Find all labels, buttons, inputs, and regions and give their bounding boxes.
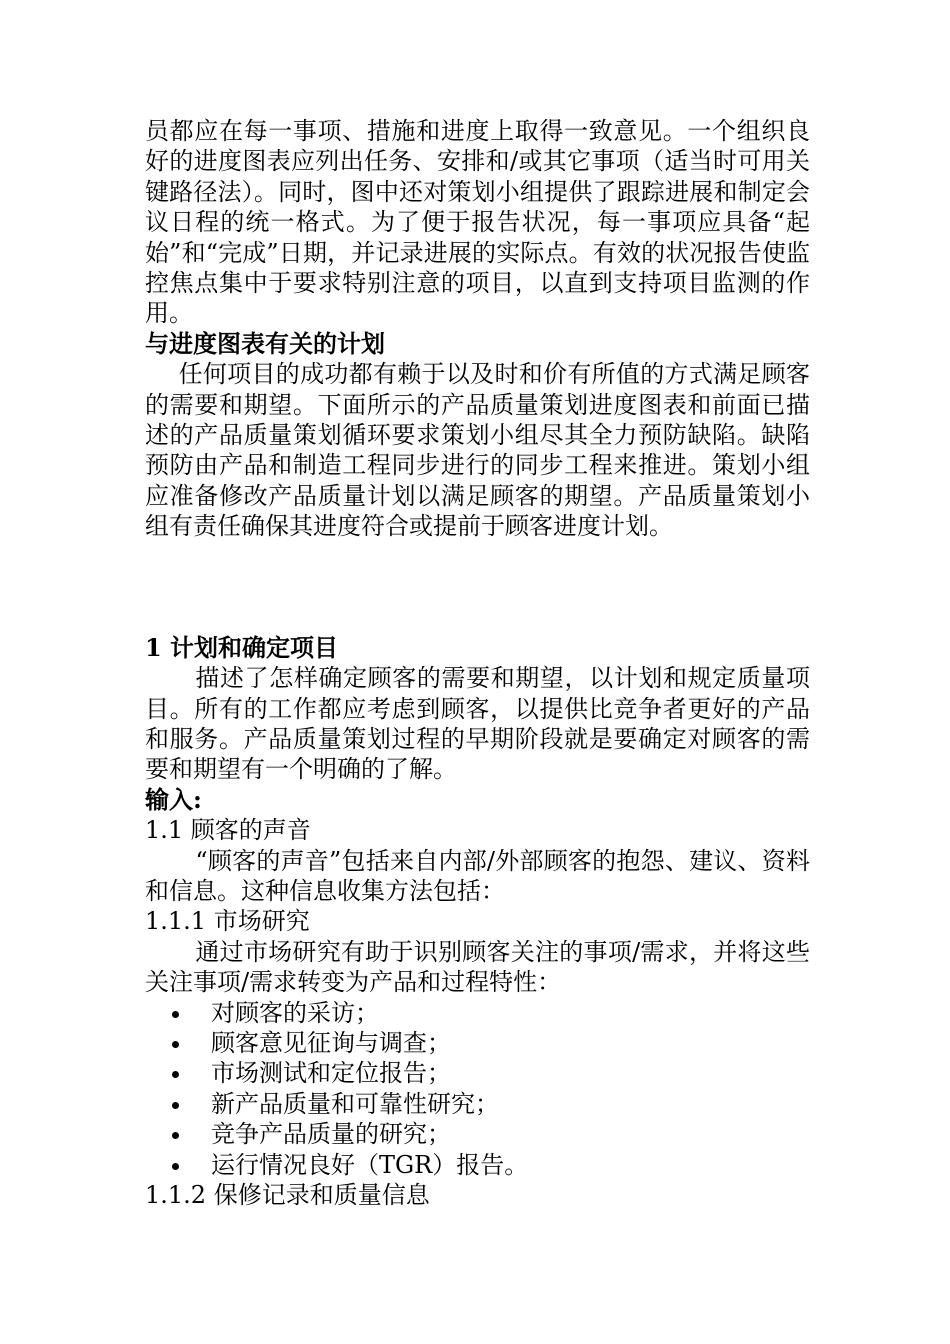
intro-paragraph: 员都应在每一事项、措施和进度上取得一致意见。一个组织良好的进度图表应列出任务、安排和/或其它事项（适当时可用关键路径法）。同时，图中还对策划小组提供了跟踪进展和制定会议日程的统一格式。为了便于报告状况，每一事项应具备“起始”和“完成”日期，并记录进展的实际点。有效的状况报告使监控焦点集中于要求特别注意的项目，以直到支持项目监测的作用。 (145, 117, 810, 328)
bullet-icon (172, 1163, 179, 1170)
list-item-text: 运行情况良好（TGR）报告。 (211, 1150, 529, 1179)
section-1-paragraph: 描述了怎样确定顾客的需要和期望，以计划和规定质量项目。所有的工作都应考虑到顾客，以提供比竞争者更好的产品和服务。产品质量策划过程的早期阶段就是要确定对顾客的需要和期望有一个明确的了解。 (145, 664, 810, 784)
list-item-text: 对顾客的采访； (211, 998, 379, 1027)
document-page (145, 116, 810, 1210)
list-item-text: 新产品质量和可靠性研究； (211, 1089, 499, 1118)
list-item (145, 1089, 810, 1119)
list-item (145, 1058, 810, 1088)
subsection-1-1-2-title: 1.1.2 保修记录和质量信息 (145, 1180, 430, 1209)
plan-heading: 与进度图表有关的计划 (145, 328, 385, 358)
bullet-icon (172, 1011, 179, 1018)
list-item (145, 1119, 810, 1149)
list-item-text: 市场测试和定位报告； (211, 1059, 451, 1088)
bullet-icon (172, 1071, 179, 1078)
list-item (145, 1028, 810, 1058)
plan-paragraph: 任何项目的成功都有赖于以及时和价有所值的方式满足顾客的需要和期望。下面所示的产品质量策划进度图表和前面已描述的产品质量策划循环要求策划小组尽其全力预防缺陷。缺陷预防由产品和制造工程同步进行的同步工程来推进。策划小组应准备修改产品质量计划以满足顾客的期望。产品质量策划小组有责任确保其进度符合或提前于顾客进度计划。 (145, 360, 810, 541)
bullet-icon (172, 1132, 179, 1139)
list-item (145, 1150, 810, 1180)
section-1-title: 1 计划和确定项目 (145, 632, 339, 662)
bullet-icon (172, 1041, 179, 1048)
list-item (145, 998, 810, 1028)
subsection-1-1-title: 1.1 顾客的声音 (145, 816, 311, 845)
method-list (145, 998, 810, 1180)
bullet-icon (172, 1102, 179, 1109)
list-item-text: 竞争产品质量的研究； (211, 1120, 451, 1149)
list-item-text: 顾客意见征询与调查； (211, 1028, 451, 1057)
subsection-1-1-paragraph: “顾客的声音”包括来自内部/外部顾客的抱怨、建议、资料和信息。这种信息收集方法包括： (145, 846, 810, 905)
subsection-1-1-1-title: 1.1.1 市场研究 (145, 907, 310, 936)
input-label: 输入: (145, 784, 202, 814)
section-spacer (145, 542, 810, 633)
subsection-1-1-1-paragraph: 通过市场研究有助于识别顾客关注的事项/需求，并将这些关注事项/需求转变为产品和过程特性： (145, 937, 810, 997)
